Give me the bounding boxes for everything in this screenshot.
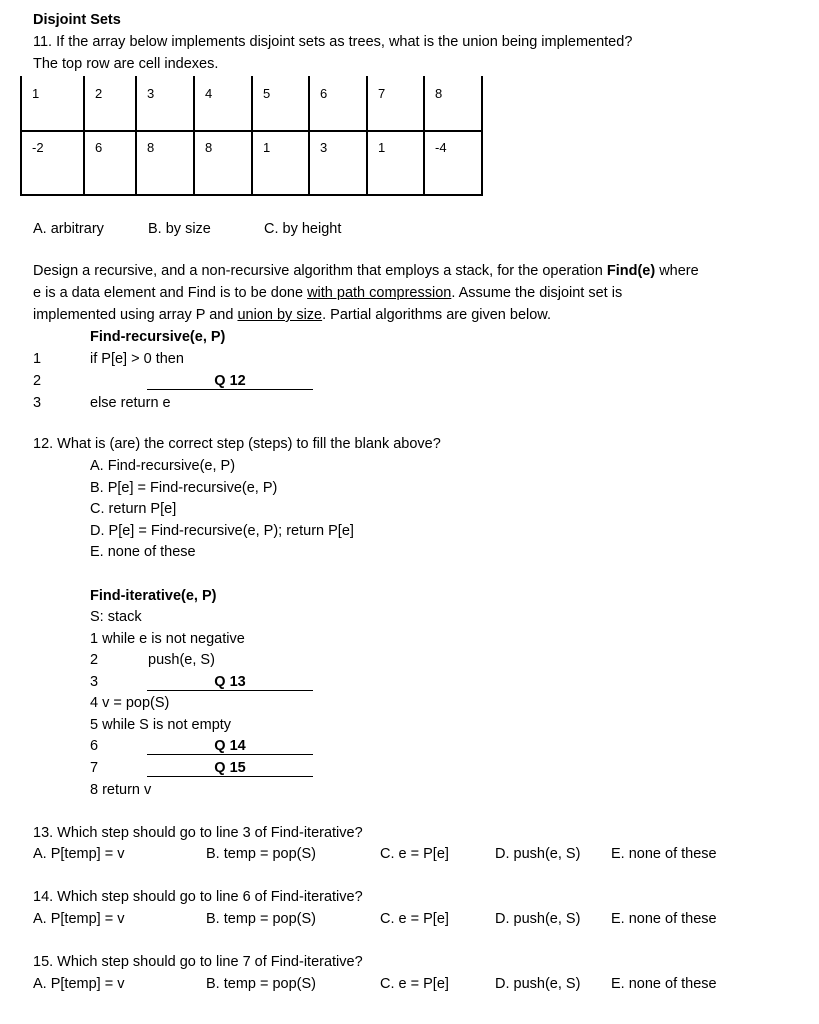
iterative-line-number: 7 xyxy=(90,760,99,776)
index-cell: 2 xyxy=(85,76,137,132)
q14-option-a: A. P[temp] = v xyxy=(33,911,125,927)
index-cell: 7 xyxy=(368,76,425,132)
q14-question: 14. Which step should go to line 6 of Find-iterative? xyxy=(33,889,363,905)
q13-option-c: C. e = P[e] xyxy=(380,846,449,862)
page-title: Disjoint Sets xyxy=(33,12,121,28)
value-cell: 1 xyxy=(253,132,310,194)
q12-option-b: B. P[e] = Find-recursive(e, P) xyxy=(90,480,278,496)
index-cell: 8 xyxy=(425,76,483,132)
q12-blank: Q 12 xyxy=(147,372,313,390)
iterative-line-number: 2 xyxy=(90,652,99,668)
value-row xyxy=(22,132,483,194)
recursive-line-3: else return e xyxy=(90,395,171,411)
value-cell: 8 xyxy=(195,132,253,194)
q11-question-line1: 11. If the array below implements disjoint sets as trees, what is the union being implemented? xyxy=(33,34,633,50)
value-cell: 6 xyxy=(85,132,137,194)
q15-blank: Q 15 xyxy=(147,759,313,777)
index-cell: 4 xyxy=(195,76,253,132)
iterative-line-1: 1 while e is not negative xyxy=(90,631,245,647)
iterative-header: Find-iterative(e, P) xyxy=(90,588,217,604)
q13-question: 13. Which step should go to line 3 of Find-iterative? xyxy=(33,825,363,841)
q14-option-b: B. temp = pop(S) xyxy=(206,911,317,927)
index-cell: 1 xyxy=(22,76,85,132)
recursive-header: Find-recursive(e, P) xyxy=(90,329,226,345)
q15-option-e: E. none of these xyxy=(611,976,717,992)
q14-option-e: E. none of these xyxy=(611,911,717,927)
design-paragraph-line3: implemented using array P and union by size. Partial algorithms are given below. xyxy=(33,307,552,323)
q12-question: 12. What is (are) the correct step (steps) to fill the blank above? xyxy=(33,436,441,452)
value-cell: 3 xyxy=(310,132,368,194)
q14-option-d: D. push(e, S) xyxy=(495,911,581,927)
q13-option-d: D. push(e, S) xyxy=(495,846,581,862)
value-cell: 1 xyxy=(368,132,425,194)
recursive-line-number: 1 xyxy=(33,351,42,367)
q13-blank: Q 13 xyxy=(147,673,313,691)
index-cell: 6 xyxy=(310,76,368,132)
value-cell: -4 xyxy=(425,132,483,194)
q13-option-b: B. temp = pop(S) xyxy=(206,846,317,862)
iterative-line-8: 8 return v xyxy=(90,782,152,798)
design-paragraph-line1: Design a recursive, and a non-recursive algorithm that employs a stack, for the operation Find(e) where xyxy=(33,263,699,279)
disjoint-set-array xyxy=(20,76,483,196)
q11-option-b: B. by size xyxy=(148,221,211,237)
iterative-line-4: 4 v = pop(S) xyxy=(90,695,170,711)
q12-option-e: E. none of these xyxy=(90,544,196,560)
recursive-line-number: 2 xyxy=(33,373,42,389)
q15-question: 15. Which step should go to line 7 of Find-iterative? xyxy=(33,954,363,970)
q14-option-c: C. e = P[e] xyxy=(380,911,449,927)
q11-option-c: C. by height xyxy=(264,221,342,237)
q15-option-b: B. temp = pop(S) xyxy=(206,976,317,992)
q12-option-a: A. Find-recursive(e, P) xyxy=(90,458,236,474)
iterative-line-5: 5 while S is not empty xyxy=(90,717,232,733)
iterative-line-number: 6 xyxy=(90,738,99,754)
q12-option-c: C. return P[e] xyxy=(90,501,177,517)
q13-option-a: A. P[temp] = v xyxy=(33,846,125,862)
q15-option-d: D. push(e, S) xyxy=(495,976,581,992)
q13-option-e: E. none of these xyxy=(611,846,717,862)
q11-question-line2: The top row are cell indexes. xyxy=(33,56,219,72)
q15-option-c: C. e = P[e] xyxy=(380,976,449,992)
q14-blank: Q 14 xyxy=(147,737,313,755)
design-paragraph-line2: e is a data element and Find is to be done with path compression. Assume the disjoint set is xyxy=(33,285,623,301)
value-cell: 8 xyxy=(137,132,195,194)
iterative-line-2: push(e, S) xyxy=(148,652,215,668)
index-cell: 5 xyxy=(253,76,310,132)
iterative-stack-decl: S: stack xyxy=(90,609,142,625)
iterative-line-number: 3 xyxy=(90,674,99,690)
q15-option-a: A. P[temp] = v xyxy=(33,976,125,992)
q11-option-a: A. arbitrary xyxy=(33,221,104,237)
index-cell: 3 xyxy=(137,76,195,132)
recursive-line-1: if P[e] > 0 then xyxy=(90,351,184,367)
index-row xyxy=(22,76,483,132)
value-cell: -2 xyxy=(22,132,85,194)
recursive-line-number: 3 xyxy=(33,395,42,411)
q12-option-d: D. P[e] = Find-recursive(e, P); return P[e] xyxy=(90,523,354,539)
